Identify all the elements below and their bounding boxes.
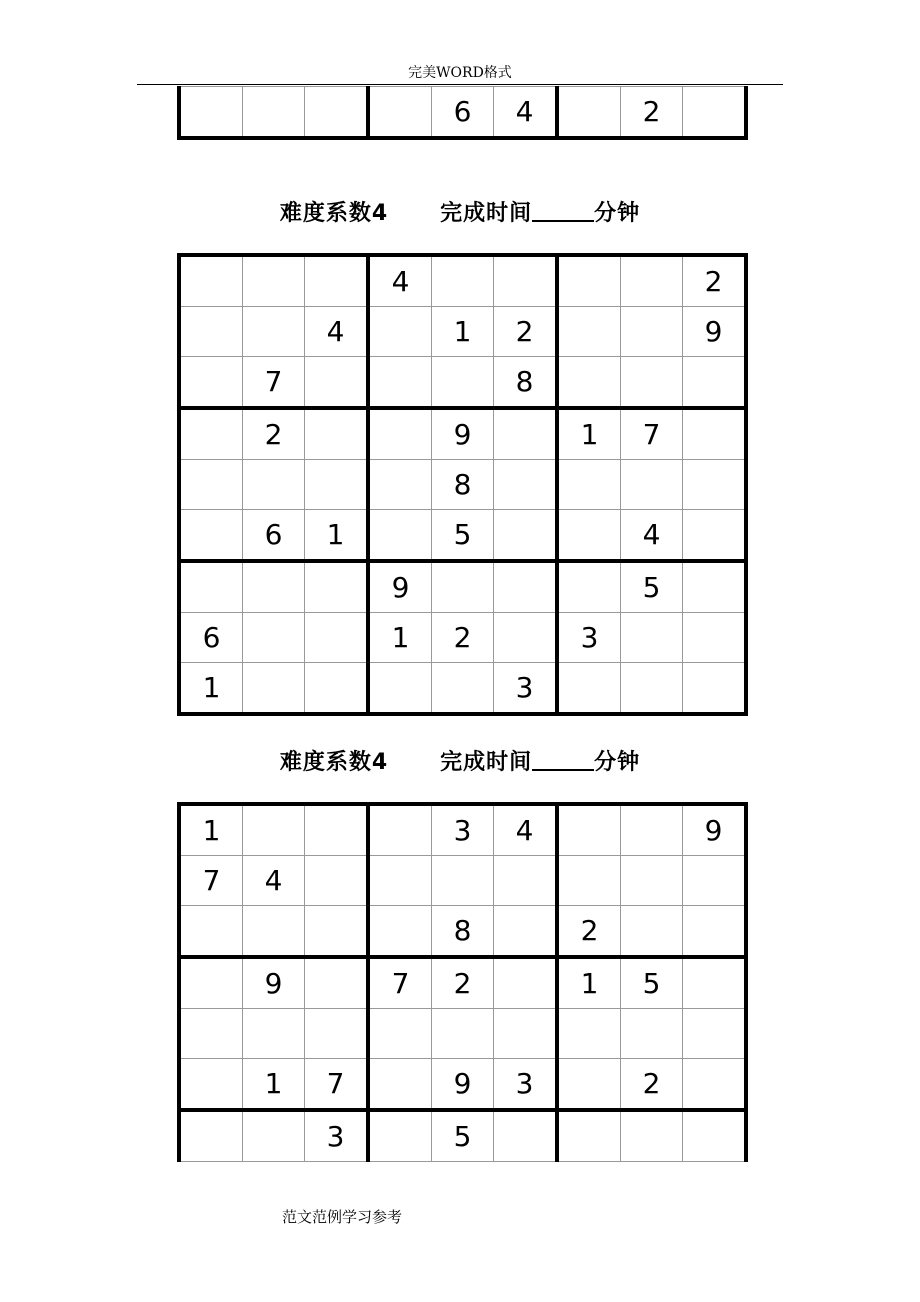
grid-cell[interactable]: 9 [683, 307, 747, 357]
grid-cell[interactable] [305, 663, 369, 715]
grid-cell[interactable] [305, 957, 369, 1009]
grid-row [179, 357, 746, 409]
grid-cell[interactable] [368, 408, 432, 460]
grid-cell[interactable] [179, 1110, 243, 1162]
grid-cell[interactable] [179, 561, 243, 613]
puzzle-title: 难度系数4 完成时间 分钟 [279, 201, 641, 226]
grid-cell[interactable]: 9 [243, 957, 305, 1009]
grid-row [179, 1110, 746, 1162]
grid-cell[interactable] [432, 255, 494, 307]
grid-cell[interactable]: 1 [557, 957, 621, 1009]
grid-cell[interactable] [243, 613, 305, 663]
grid-cell[interactable]: 4 [494, 87, 558, 139]
grid-cell[interactable] [243, 804, 305, 856]
grid-cell[interactable] [305, 561, 369, 613]
grid-row [179, 561, 746, 613]
grid-cell[interactable]: 7 [305, 1059, 369, 1111]
grid-cell[interactable] [305, 1009, 369, 1059]
grid-cell[interactable] [243, 663, 305, 715]
grid-cell[interactable] [432, 561, 494, 613]
grid-cell[interactable]: 7 [621, 408, 683, 460]
grid-cell[interactable] [557, 460, 621, 510]
grid-cell[interactable] [557, 804, 621, 856]
grid-cell[interactable] [305, 87, 369, 139]
grid-cell[interactable] [368, 906, 432, 958]
grid-cell[interactable] [683, 357, 747, 409]
grid-cell[interactable] [557, 856, 621, 906]
grid-cell[interactable] [179, 1009, 243, 1059]
grid-cell[interactable] [179, 87, 243, 139]
grid-cell[interactable] [621, 663, 683, 715]
grid-cell[interactable] [368, 87, 432, 139]
grid-cell[interactable] [621, 255, 683, 307]
grid-cell[interactable]: 7 [368, 957, 432, 1009]
grid-cell[interactable] [557, 663, 621, 715]
page-header: 完美WORD格式 [408, 65, 512, 81]
grid-row [179, 804, 746, 856]
grid-cell[interactable] [243, 255, 305, 307]
grid-cell[interactable]: 5 [621, 561, 683, 613]
grid-cell[interactable] [494, 1009, 558, 1059]
grid-cell[interactable] [305, 804, 369, 856]
grid-cell[interactable] [621, 856, 683, 906]
sudoku-grid [177, 253, 748, 716]
grid-cell[interactable] [683, 1009, 747, 1059]
grid-cell[interactable] [557, 510, 621, 562]
grid-cell[interactable] [683, 1110, 747, 1162]
grid-cell[interactable] [305, 856, 369, 906]
grid-row [179, 255, 746, 307]
grid-cell[interactable] [432, 856, 494, 906]
grid-cell[interactable] [494, 613, 558, 663]
grid-cell[interactable] [179, 510, 243, 562]
grid-cell[interactable]: 2 [243, 408, 305, 460]
grid-cell[interactable] [243, 460, 305, 510]
grid-cell[interactable]: 4 [305, 307, 369, 357]
grid-cell[interactable] [368, 1110, 432, 1162]
grid-cell[interactable] [368, 663, 432, 715]
grid-row [179, 510, 746, 562]
grid-cell[interactable]: 3 [432, 804, 494, 856]
grid-row [179, 307, 746, 357]
grid-cell[interactable] [432, 1009, 494, 1059]
grid-cell[interactable]: 8 [494, 357, 558, 409]
grid-row [179, 408, 746, 460]
grid-cell[interactable] [557, 357, 621, 409]
grid-cell[interactable]: 5 [621, 957, 683, 1009]
grid-cell[interactable] [305, 613, 369, 663]
grid-cell[interactable] [557, 561, 621, 613]
grid-cell[interactable] [179, 357, 243, 409]
grid-cell[interactable] [243, 906, 305, 958]
grid-cell[interactable] [557, 307, 621, 357]
grid-cell[interactable] [179, 906, 243, 958]
grid-cell[interactable] [179, 460, 243, 510]
grid-cell[interactable]: 4 [243, 856, 305, 906]
grid-cell[interactable] [621, 613, 683, 663]
grid-row [179, 957, 746, 1009]
grid-cell[interactable] [432, 663, 494, 715]
grid-row [179, 663, 746, 715]
grid-cell[interactable] [432, 357, 494, 409]
time-blank [532, 200, 594, 222]
grid-cell[interactable]: 9 [683, 804, 747, 856]
grid-cell[interactable] [179, 1059, 243, 1111]
header-rule [137, 84, 783, 85]
grid-cell[interactable] [368, 1009, 432, 1059]
page-footer: 范文范例学习参考 [282, 1208, 403, 1226]
grid-cell[interactable] [494, 561, 558, 613]
grid-cell[interactable]: 3 [494, 663, 558, 715]
grid-cell[interactable] [683, 460, 747, 510]
grid-cell[interactable] [683, 87, 747, 139]
grid-cell[interactable] [368, 460, 432, 510]
grid-cell[interactable] [621, 906, 683, 958]
grid-cell[interactable]: 2 [432, 957, 494, 1009]
grid-cell[interactable]: 2 [494, 307, 558, 357]
grid-cell[interactable]: 2 [621, 87, 683, 139]
grid-cell[interactable] [494, 510, 558, 562]
grid-cell[interactable]: 1 [305, 510, 369, 562]
grid-cell[interactable]: 9 [432, 1059, 494, 1111]
grid-cell[interactable] [368, 1059, 432, 1111]
grid-cell[interactable] [557, 1110, 621, 1162]
grid-cell[interactable] [494, 906, 558, 958]
grid-row [179, 613, 746, 663]
time-blank [532, 749, 594, 771]
grid-cell[interactable] [683, 408, 747, 460]
grid-cell[interactable]: 2 [621, 1059, 683, 1111]
sudoku-grid-fragment [177, 86, 748, 140]
grid-cell[interactable] [494, 408, 558, 460]
grid-cell[interactable] [368, 357, 432, 409]
grid-row [179, 1059, 746, 1111]
grid-cell[interactable] [243, 87, 305, 139]
grid-cell[interactable]: 5 [432, 510, 494, 562]
grid-cell[interactable] [494, 255, 558, 307]
grid-cell[interactable] [621, 1110, 683, 1162]
grid-cell[interactable] [243, 1110, 305, 1162]
grid-cell[interactable]: 4 [621, 510, 683, 562]
grid-cell[interactable] [683, 510, 747, 562]
grid-cell[interactable] [368, 510, 432, 562]
grid-cell[interactable] [621, 1009, 683, 1059]
grid-cell[interactable] [305, 460, 369, 510]
grid-cell[interactable]: 3 [305, 1110, 369, 1162]
grid-cell[interactable] [683, 561, 747, 613]
grid-row [179, 87, 746, 139]
grid-cell[interactable] [305, 357, 369, 409]
grid-cell[interactable]: 4 [494, 804, 558, 856]
grid-cell[interactable]: 1 [432, 307, 494, 357]
grid-cell[interactable] [243, 561, 305, 613]
grid-cell[interactable]: 1 [368, 613, 432, 663]
grid-cell[interactable] [368, 856, 432, 906]
grid-cell[interactable]: 1 [557, 408, 621, 460]
grid-cell[interactable] [243, 1009, 305, 1059]
grid-cell[interactable] [621, 804, 683, 856]
puzzle-title: 难度系数4 完成时间 分钟 [279, 750, 641, 775]
grid-cell[interactable] [494, 1110, 558, 1162]
grid-cell[interactable] [621, 460, 683, 510]
grid-cell[interactable] [557, 1009, 621, 1059]
grid-row [179, 856, 746, 906]
grid-cell[interactable] [683, 1059, 747, 1111]
grid-row [179, 906, 746, 958]
grid-cell[interactable] [368, 307, 432, 357]
grid-cell[interactable] [557, 1059, 621, 1111]
grid-cell[interactable]: 2 [557, 906, 621, 958]
grid-cell[interactable] [683, 613, 747, 663]
grid-cell[interactable] [179, 957, 243, 1009]
grid-cell[interactable] [683, 957, 747, 1009]
grid-cell[interactable]: 2 [683, 255, 747, 307]
grid-cell[interactable]: 8 [432, 460, 494, 510]
grid-cell[interactable] [179, 255, 243, 307]
grid-cell[interactable]: 3 [494, 1059, 558, 1111]
grid-cell[interactable]: 9 [368, 561, 432, 613]
grid-cell[interactable]: 6 [432, 87, 494, 139]
grid-row [179, 460, 746, 510]
grid-cell[interactable] [621, 357, 683, 409]
grid-cell[interactable] [494, 460, 558, 510]
sudoku-grid [177, 802, 748, 1162]
grid-cell[interactable] [494, 856, 558, 906]
grid-cell[interactable]: 3 [557, 613, 621, 663]
grid-cell[interactable] [179, 408, 243, 460]
grid-cell[interactable]: 2 [432, 613, 494, 663]
grid-cell[interactable] [621, 307, 683, 357]
grid-cell[interactable] [179, 307, 243, 357]
grid-cell[interactable] [305, 906, 369, 958]
grid-cell[interactable]: 8 [432, 906, 494, 958]
grid-cell[interactable] [494, 957, 558, 1009]
grid-cell[interactable]: 1 [179, 804, 243, 856]
grid-row [179, 1009, 746, 1059]
grid-cell[interactable]: 4 [368, 255, 432, 307]
grid-cell[interactable]: 5 [432, 1110, 494, 1162]
grid-cell[interactable] [683, 856, 747, 906]
grid-cell[interactable] [683, 906, 747, 958]
grid-cell[interactable]: 6 [179, 613, 243, 663]
grid-cell[interactable] [368, 804, 432, 856]
grid-cell[interactable]: 1 [243, 1059, 305, 1111]
grid-cell[interactable]: 1 [179, 663, 243, 715]
grid-cell[interactable] [557, 87, 621, 139]
grid-cell[interactable] [683, 663, 747, 715]
grid-cell[interactable]: 6 [243, 510, 305, 562]
grid-cell[interactable]: 7 [179, 856, 243, 906]
grid-cell[interactable]: 7 [243, 357, 305, 409]
grid-cell[interactable] [243, 307, 305, 357]
grid-cell[interactable] [557, 255, 621, 307]
grid-cell[interactable] [305, 408, 369, 460]
grid-cell[interactable] [305, 255, 369, 307]
grid-cell[interactable]: 9 [432, 408, 494, 460]
